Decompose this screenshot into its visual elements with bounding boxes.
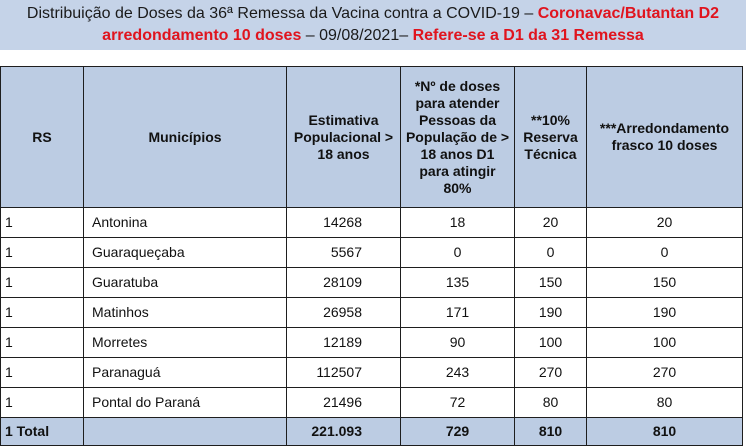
total-reserva: 810 bbox=[515, 418, 587, 446]
cell-rs: 1 bbox=[1, 238, 84, 268]
cell-reserva: 80 bbox=[515, 388, 587, 418]
table-row bbox=[1, 388, 743, 418]
total-arredondamento: 810 bbox=[587, 418, 743, 446]
total-doses: 729 bbox=[401, 418, 515, 446]
cell-arredondamento: 20 bbox=[587, 208, 743, 238]
cell-rs: 1 bbox=[1, 358, 84, 388]
table-row bbox=[1, 268, 743, 298]
table-row bbox=[1, 208, 743, 238]
cell-rs: 1 bbox=[1, 298, 84, 328]
cell-reserva: 190 bbox=[515, 298, 587, 328]
cell-estimativa: 28109 bbox=[287, 268, 401, 298]
table-row bbox=[1, 298, 743, 328]
title-date: – 09/08/2021– bbox=[301, 27, 413, 44]
cell-reserva: 150 bbox=[515, 268, 587, 298]
total-rs: 1 Total bbox=[1, 418, 84, 446]
cell-arredondamento: 190 bbox=[587, 298, 743, 328]
cell-arredondamento: 100 bbox=[587, 328, 743, 358]
cell-doses: 135 bbox=[401, 268, 515, 298]
title-banner bbox=[0, 0, 746, 50]
cell-rs: 1 bbox=[1, 208, 84, 238]
header-doses: *Nº de doses para atender Pessoas da População de > 18 anos D1 para atingir 80% bbox=[401, 67, 515, 208]
cell-estimativa: 26958 bbox=[287, 298, 401, 328]
title-rounding: arredondamento 10 doses bbox=[102, 27, 302, 44]
table-row bbox=[1, 238, 743, 268]
title-text: Distribuição de Doses da 36ª Remessa da Vacina contra a COVID-19 – bbox=[26, 5, 538, 22]
cell-municipio: Guaraqueçaba bbox=[84, 238, 287, 268]
cell-municipio: Antonina bbox=[84, 208, 287, 238]
table-row bbox=[1, 328, 743, 358]
cell-doses: 90 bbox=[401, 328, 515, 358]
cell-doses: 171 bbox=[401, 298, 515, 328]
cell-estimativa: 112507 bbox=[287, 358, 401, 388]
title-reference: Refere-se a D1 da 31 Remessa bbox=[412, 27, 644, 44]
cell-doses: 243 bbox=[401, 358, 515, 388]
cell-doses: 0 bbox=[401, 238, 515, 268]
total-municipio bbox=[84, 418, 287, 446]
total-estimativa: 221.093 bbox=[287, 418, 401, 446]
cell-reserva: 100 bbox=[515, 328, 587, 358]
cell-municipio: Matinhos bbox=[84, 298, 287, 328]
cell-estimativa: 5567 bbox=[287, 238, 401, 268]
title-vaccine: Coronavac/Butantan D2 bbox=[537, 5, 720, 22]
table-header-row bbox=[1, 67, 743, 208]
cell-municipio: Guaratuba bbox=[84, 268, 287, 298]
cell-doses: 18 bbox=[401, 208, 515, 238]
cell-estimativa: 14268 bbox=[287, 208, 401, 238]
cell-municipio: Morretes bbox=[84, 328, 287, 358]
header-municipios: Municípios bbox=[84, 67, 287, 208]
cell-rs: 1 bbox=[1, 388, 84, 418]
cell-rs: 1 bbox=[1, 328, 84, 358]
header-estimativa: Estimativa Populacional > 18 anos bbox=[287, 67, 401, 208]
cell-rs: 1 bbox=[1, 268, 84, 298]
title-line-2 bbox=[0, 25, 746, 47]
cell-arredondamento: 270 bbox=[587, 358, 743, 388]
cell-estimativa: 21496 bbox=[287, 388, 401, 418]
cell-reserva: 270 bbox=[515, 358, 587, 388]
cell-doses: 72 bbox=[401, 388, 515, 418]
distribution-table bbox=[0, 66, 743, 446]
total-row bbox=[1, 418, 743, 446]
cell-arredondamento: 80 bbox=[587, 388, 743, 418]
cell-estimativa: 12189 bbox=[287, 328, 401, 358]
header-rs: RS bbox=[1, 67, 84, 208]
cell-reserva: 20 bbox=[515, 208, 587, 238]
cell-municipio: Paranaguá bbox=[84, 358, 287, 388]
cell-municipio: Pontal do Paraná bbox=[84, 388, 287, 418]
header-arredondamento: ***Arredondamento frasco 10 doses bbox=[587, 67, 743, 208]
header-reserva: **10% Reserva Técnica bbox=[515, 67, 587, 208]
cell-arredondamento: 150 bbox=[587, 268, 743, 298]
cell-reserva: 0 bbox=[515, 238, 587, 268]
table-row bbox=[1, 358, 743, 388]
cell-arredondamento: 0 bbox=[587, 238, 743, 268]
title-line-1 bbox=[0, 3, 746, 25]
